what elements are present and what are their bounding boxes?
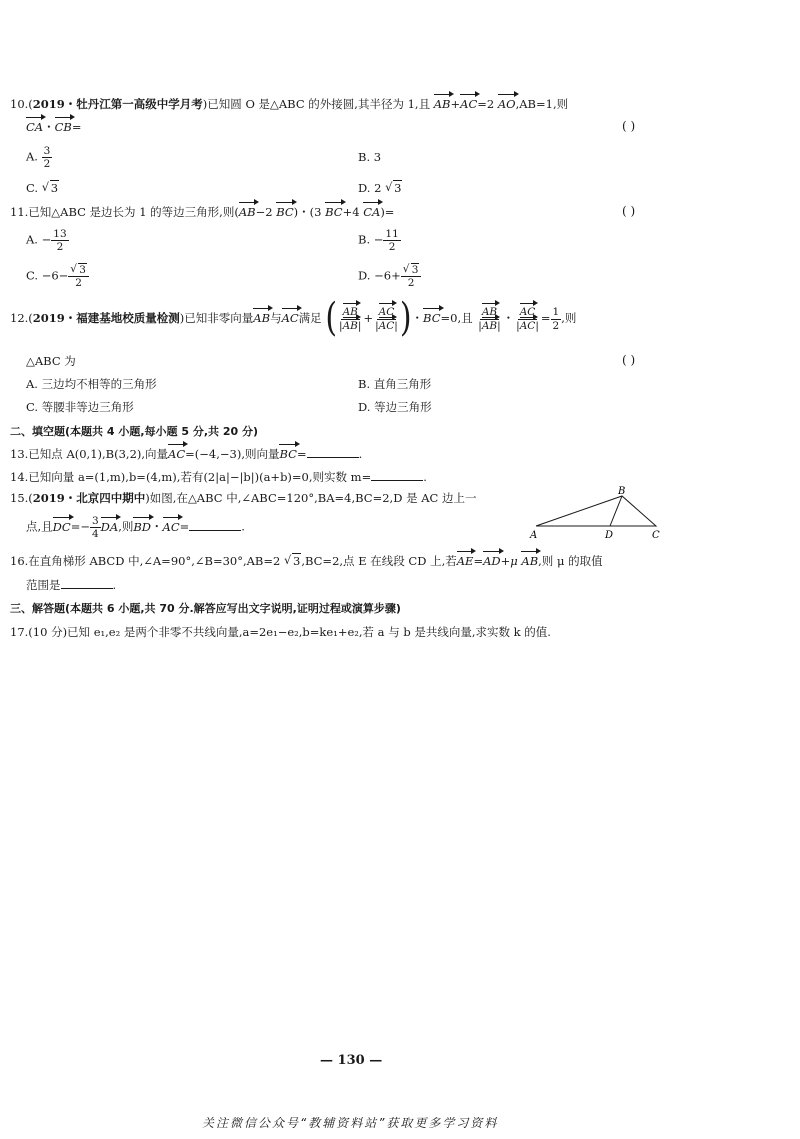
page-number: — 130 — xyxy=(320,1053,383,1068)
q10-option-a: A. $\frac{3}{2}$ xyxy=(26,145,51,171)
fig-label-a: A xyxy=(530,530,538,541)
q11-option-d: D. −6+ √ $\frac{3}{2}$ xyxy=(358,264,421,289)
section-3-title: 三、解答题(本题共 6 小题,共 70 分.解答应写出文字说明,证明过程或演算步骤) xyxy=(10,602,401,615)
q11-option-b: B. − $\frac{11}{2}$ xyxy=(358,228,399,254)
question-14: 14.已知向量 a=(1,m),b=(4,m),若有(2|a|−|b|)(a+b)=0,则实数 m= . xyxy=(10,470,427,484)
q11-option-c: C. −6− √ $\frac{3}{2}$ xyxy=(26,264,89,289)
question-16-line2: 范围是 . xyxy=(26,578,117,592)
question-15-line1: 15.(2019・北京四中期中)如图,在△ABC 中,∠ABC=120°,BA=4,BC=2,D 是 AC 边上一 xyxy=(10,491,477,505)
q12-option-b: B. 直角三角形 xyxy=(358,377,432,391)
fig-label-d: D xyxy=(605,530,614,541)
question-15-line2: 点,且DC=− $\frac{3}{4}$ DA,则BD・AC= . xyxy=(26,515,245,541)
question-16-line1: 16.在直角梯形 ABCD 中,∠A=90°,∠B=30°,AB=2 √ 3,BC=2,点 E 在线段 CD 上,若AE=AD+μ AB,则 μ 的取值 xyxy=(10,553,603,569)
fig-label-c: C xyxy=(652,530,660,541)
fig-label-b: B xyxy=(618,486,626,497)
q13-answer-blank[interactable] xyxy=(307,447,359,458)
question-17: 17.(10 分)已知 e₁,e₂ 是两个非零不共线向量,a=2e₁−e₂,b=ke₁+e₂,若 a 与 b 是共线向量,求实数 k 的值. xyxy=(10,625,551,639)
question-10-line1: 10.(2019・牡丹江第一高级中学月考)已知圆 O 是△ABC 的外接圆,其半径为 1,且 AB+AC=2 AO,AB=1,则 xyxy=(10,97,569,111)
q15-answer-blank[interactable] xyxy=(189,520,241,531)
question-11: 11.已知△ABC 是边长为 1 的等边三角形,则(AB−2 BC)・(3 BC+4 CA)= xyxy=(10,205,395,219)
q15-source: 2019・北京四中期中 xyxy=(32,491,146,505)
q10-option-b: B. 3 xyxy=(358,150,382,164)
q16-answer-blank[interactable] xyxy=(61,578,113,589)
question-13: 13.已知点 A(0,1),B(3,2),向量AC=(−4,−3),则向量BC= . xyxy=(10,447,363,461)
q10-answer-paren: ( ) xyxy=(622,119,636,133)
q14-answer-blank[interactable] xyxy=(371,470,423,481)
question-12-line1: 12.(2019・福建基地校质量检测)已知非零向量AB与AC满足 ( $\frac{AB}{|AB|}$ + $\frac{AC}{|AC|}$ )・BC=0,且 $\frac{AB}{|AB|}$ ・ $\frac{AC}{|AC|}$ = $\frac{1}{2}$ ,则 xyxy=(10,295,577,342)
q11-answer-paren: ( ) xyxy=(622,204,636,218)
footer-notice: 关注微信公众号“教辅资料站”获取更多学习资料 xyxy=(202,1116,499,1130)
question-12-line2: △ABC 为 xyxy=(26,354,76,368)
section-2-title: 二、填空题(本题共 4 小题,每小题 5 分,共 20 分) xyxy=(10,425,259,438)
question-10-line2: CA・CB= xyxy=(26,120,82,134)
q15-triangle-figure xyxy=(528,486,664,542)
q12-answer-paren: ( ) xyxy=(622,353,636,367)
q12-source: 2019・福建基地校质量检测 xyxy=(32,311,180,325)
q10-source: 2019・牡丹江第一高级中学月考 xyxy=(32,97,203,111)
q12-option-c: C. 等腰非等边三角形 xyxy=(26,400,134,414)
q12-option-a: A. 三边均不相等的三角形 xyxy=(26,377,157,391)
q12-option-d: D. 等边三角形 xyxy=(358,400,432,414)
q10-option-c: C. √ 3 xyxy=(26,181,59,195)
q11-option-a: A. − $\frac{13}{2}$ xyxy=(26,228,67,254)
q10-option-d: D. 2 √ 3 xyxy=(358,181,402,195)
